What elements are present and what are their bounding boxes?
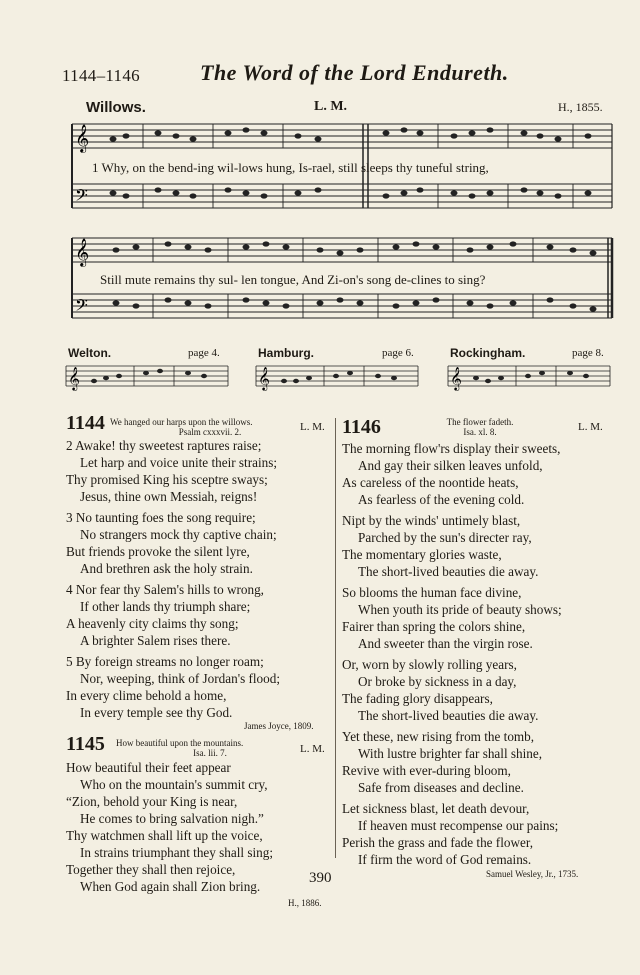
verse-line: And brethren ask the holy strain. (80, 561, 253, 576)
verse-line: A brighter Salem rises there. (80, 633, 231, 648)
verse-line: 2 Awake! thy sweetest raptures raise; (66, 438, 262, 453)
hymn-subtitle: How beautiful upon the mountains. (116, 738, 244, 748)
alt-tune-name: Rockingham. (450, 346, 526, 360)
tune-lyric-line-2: Still mute remains thy sul- len tongue, And Zi-on's song de-clines to sing? (100, 272, 486, 287)
verse-line: In strains triumphant they shall sing; (80, 845, 274, 860)
verse-line: If heaven must recompense our pains; (358, 818, 559, 833)
verse-line: A heavenly city claims thy song; (66, 616, 239, 631)
verse-line: Who on the mountain's summit cry, (80, 777, 268, 792)
hymn-number: 1145 (66, 733, 105, 755)
column-divider (335, 418, 336, 858)
verse-line: He comes to bring salvation nigh.” (80, 811, 264, 826)
verse-line: So blooms the human face divine, (342, 585, 522, 600)
verse-line: Together they shall then rejoice, (66, 862, 236, 877)
section-title: The Word of the Lord Endureth. (200, 60, 509, 85)
verse-line: The short-lived beauties die away. (358, 708, 539, 723)
svg-text:𝄞: 𝄞 (75, 238, 90, 266)
verse-line: And gay their silken leaves unfold, (358, 458, 543, 473)
hymn-credit: H., 1886. (288, 898, 322, 908)
svg-text:𝄢: 𝄢 (75, 295, 88, 319)
hymn-number: 1144 (66, 412, 105, 434)
hymn-credit: James Joyce, 1809. (244, 721, 314, 731)
svg-text:𝄢: 𝄢 (75, 185, 88, 209)
tune-composer: H., 1855. (558, 100, 603, 114)
hymn-meter: L. M. (300, 421, 325, 433)
verse-line: Thy promised King his sceptre sways; (66, 472, 268, 487)
svg-text:𝄞: 𝄞 (450, 366, 462, 390)
alt-tune-page: page 8. (572, 347, 604, 359)
hymn-credit: Samuel Wesley, Jr., 1735. (486, 869, 579, 879)
verse-line: Jesus, thine own Messiah, reigns! (80, 489, 258, 504)
alt-tune-staff (254, 360, 420, 392)
verse-line: Fairer than spring the colors shine, (342, 619, 526, 634)
verse-line: The fading glory disappears, (342, 691, 493, 706)
hymn-number: 1146 (342, 416, 381, 438)
verse-line: If firm the word of God remains. (358, 852, 532, 867)
verse-line: Or broke by sickness in a day, (358, 674, 517, 689)
alt-tune-name: Welton. (68, 346, 112, 360)
verse-line: As careless of the noontide heats, (342, 475, 519, 490)
alt-tune-staff (446, 360, 612, 392)
verse-line: 4 Nor fear thy Salem's hills to wrong, (66, 582, 264, 597)
verse-line: Safe from diseases and decline. (358, 780, 524, 795)
tune-meter: L. M. (314, 99, 348, 114)
verse-line: Thy watchmen shall lift up the voice, (66, 828, 263, 843)
svg-text:𝄞: 𝄞 (258, 366, 270, 390)
verse-line: In every temple see thy God. (80, 705, 233, 720)
verse-line: Let sickness blast, let death devour, (342, 801, 530, 816)
hymn-range: 1144–1146 (62, 66, 140, 85)
hymn-reference: Isa. lii. 7. (193, 748, 227, 758)
verse-line: When God again shall Zion bring. (80, 879, 261, 894)
verse-line: The morning flow'rs display their sweets, (342, 441, 561, 456)
hymn-meter: L. M. (300, 743, 325, 755)
verse-line: The momentary glories waste, (342, 547, 502, 562)
verse-line: With lustre brighter far shall shine, (358, 746, 543, 761)
hymn-reference: Isa. xl. 8. (463, 427, 497, 437)
alt-tune-page: page 6. (382, 347, 414, 359)
page-number: 390 (309, 870, 332, 886)
verse-line: Or, worn by slowly rolling years, (342, 657, 517, 672)
verse-line: Perish the grass and fade the flower, (342, 835, 533, 850)
hymn-subtitle: The flower fadeth. (446, 417, 514, 427)
verse-line: Revive with ever-during bloom, (342, 763, 511, 778)
svg-text:𝄞: 𝄞 (68, 366, 80, 390)
verse-line: Nipt by the winds' untimely blast, (342, 513, 521, 528)
tune-name: Willows. (86, 99, 146, 116)
verse-line: Let harp and voice unite their strains; (80, 455, 278, 470)
hymn-reference: Psalm cxxxvii. 2. (178, 427, 242, 437)
verse-line: “Zion, behold your King is near, (66, 794, 238, 809)
verse-line: 3 No taunting foes the song require; (66, 510, 256, 525)
hymn-meter: L. M. (578, 421, 603, 433)
hymn-subtitle: We hanged our harps upon the willows. (110, 417, 253, 427)
alt-tune-page: page 4. (188, 347, 220, 359)
alt-tune-name: Hamburg. (258, 346, 315, 360)
verse-line: But friends provoke the silent lyre, (66, 544, 250, 559)
verse-line: When youth its pride of beauty shows; (358, 602, 562, 617)
verse-line: How beautiful their feet appear (66, 760, 231, 775)
verse-line: Nor, weeping, think of Jordan's flood; (80, 671, 280, 686)
verse-line: And sweeter than the virgin rose. (358, 636, 533, 651)
verse-line: 5 By foreign streams no longer roam; (66, 654, 264, 669)
verse-line: Yet these, new rising from the tomb, (342, 729, 535, 744)
svg-text:𝄞: 𝄞 (75, 124, 90, 152)
tune-lyric-line-1: 1 Why, on the bend-ing wil-lows hung, Is-rael, still sleeps thy tuneful string, (92, 160, 489, 175)
verse-line: In every clime behold a home, (66, 688, 227, 703)
alt-tune-staff (64, 360, 230, 392)
verse-line: Parched by the sun's directer ray, (358, 530, 532, 545)
verse-line: If other lands thy triumph share; (80, 599, 251, 614)
verse-line: The short-lived beauties die away. (358, 564, 539, 579)
verse-line: No strangers mock thy captive chain; (80, 527, 277, 542)
verse-line: As fearless of the evening cold. (358, 492, 525, 507)
